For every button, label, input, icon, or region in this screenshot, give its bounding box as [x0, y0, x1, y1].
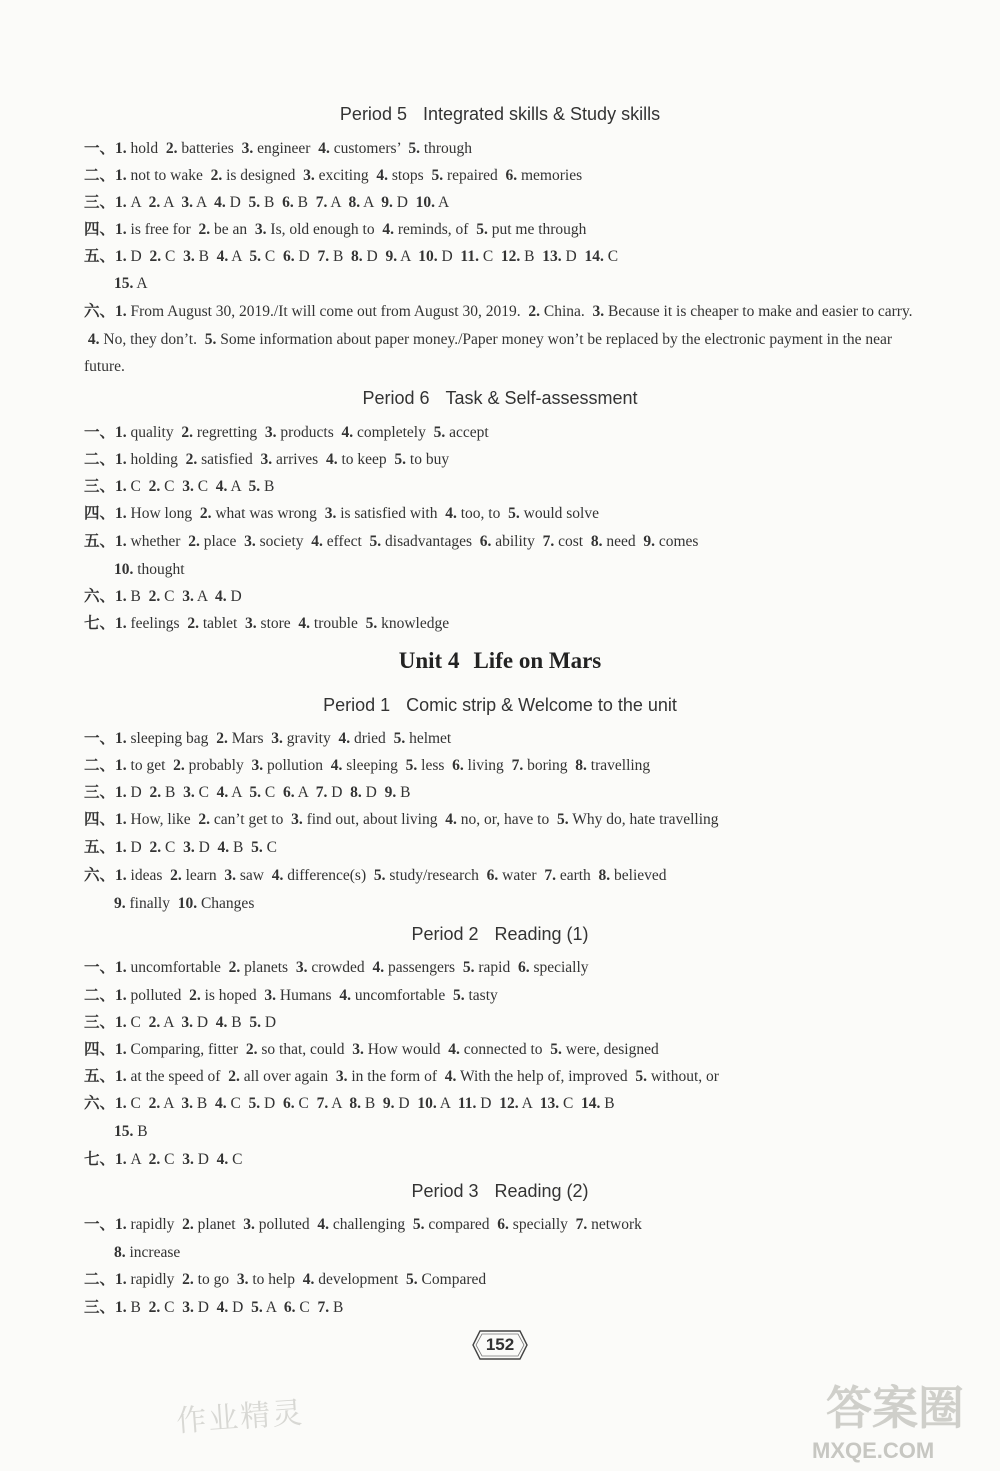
answer-line: 七、1. feelings 2. tablet 3. store 4. trouble 5. knowledge [84, 615, 450, 632]
u4p3-title: Period 3 [411, 1181, 479, 1201]
answer-line: 15. B [114, 1123, 148, 1140]
answer-line: 一、1. sleeping bag 2. Mars 3. gravity 4. dried 5. helmet [84, 730, 452, 747]
page-number-badge [472, 1329, 528, 1361]
answer-line: 六、1. C 2. A 3. B 4. C 5. D 6. C 7. A 8. B 9. D 10. A 11. D 12. A 13. C 14. B [84, 1095, 615, 1112]
answer-line: 五、1. D 2. C 3. D 4. B 5. C [84, 839, 277, 856]
answer-line: 8. increase [114, 1244, 181, 1261]
answer-line: 五、1. at the speed of 2. all over again 3. in the form of 4. With the help of, improved 5. without, or [84, 1068, 719, 1085]
answer-line: 一、1. uncomfortable 2. planets 3. crowded 4. passengers 5. rapid 6. specially [84, 959, 589, 976]
u4p3-heading [0, 1181, 1000, 1202]
answer-line: 三、1. C 2. C 3. C 4. A 5. B [84, 478, 275, 495]
answer-line: 四、1. How, like 2. can’t get to 3. find out, about living 4. no, or, have to 5. Why do, hate travelling [84, 811, 719, 828]
answer-line: 一、1. hold 2. batteries 3. engineer 4. customers’ 5. through [84, 140, 473, 157]
page-number: 152 [485, 1335, 515, 1354]
u4p1-subtitle: Comic strip & Welcome to the unit [406, 695, 677, 715]
u4p3-subtitle: Reading (2) [494, 1181, 589, 1201]
answer-line: 一、1. rapidly 2. planet 3. polluted 4. challenging 5. compared 6. specially 7. network [84, 1216, 642, 1233]
answer-line: 四、1. Comparing, fitter 2. so that, could 3. How would 4. connected to 5. were, designed [84, 1041, 659, 1058]
period6-subtitle: Task & Self-assessment [445, 388, 638, 408]
unit-number: Unit 4 [398, 648, 460, 673]
unit-name: Life on Mars [473, 648, 602, 673]
watermark-stamp: 作业精灵 [175, 1395, 306, 1440]
u4p2-heading [0, 924, 1000, 945]
period5-heading [0, 104, 1000, 125]
period6-title: Period 6 [362, 388, 430, 408]
answer-line: 二、1. rapidly 2. to go 3. to help 4. development 5. Compared [84, 1271, 487, 1288]
answer-line: 五、1. whether 2. place 3. society 4. effect 5. disadvantages 6. ability 7. cost 8. need 9. comes [84, 533, 699, 550]
u4p1-title: Period 1 [323, 695, 391, 715]
answer-circle-logo-icon [818, 1366, 978, 1446]
period5-title: Period 5 [339, 104, 407, 124]
period5-subtitle: Integrated skills & Study skills [422, 104, 661, 124]
answer-line: 二、1. to get 2. probably 3. pollution 4. sleeping 5. less 6. living 7. boring 8. travelling [84, 757, 651, 774]
answer-line: 六、1. ideas 2. learn 3. saw 4. difference(s) 5. study/research 6. water 7. earth 8. believed [84, 867, 667, 884]
svg-text:答案圈: 答案圈 [826, 1381, 964, 1435]
answer-paragraph: 六、1. From August 30, 2019./It will come out from August 30, 2019. 2. China. 3. Because it is cheaper to make and easier to carry. 4. No, they don’t. 5. Some information about paper money./Paper money won’t be replaced by the electronic payment in the near future. [84, 303, 913, 375]
answer-line: 二、1. not to wake 2. is designed 3. exciting 4. stops 5. repaired 6. memories [84, 167, 583, 184]
answer-line: 四、1. is free for 2. be an 3. Is, old enough to 4. reminds, of 5. put me through [84, 221, 587, 238]
watermark-logo [818, 1366, 978, 1446]
answer-line: 四、1. How long 2. what was wrong 3. is satisfied with 4. too, to 5. would solve [84, 505, 599, 522]
period6-heading [0, 388, 1000, 409]
answer-line: 三、1. D 2. B 3. C 4. A 5. C 6. A 7. D 8. D 9. B [84, 784, 411, 801]
answer-line: 五、1. D 2. C 3. B 4. A 5. C 6. D 7. B 8. D 9. A 10. D 11. C 12. B 13. D 14. C [84, 248, 619, 265]
watermark-site: MXQE.COM [812, 1438, 935, 1463]
answer-line: 三、1. B 2. C 3. D 4. D 5. A 6. C 7. B [84, 1299, 344, 1316]
u4p2-subtitle: Reading (1) [494, 924, 589, 944]
answer-line: 七、1. A 2. C 3. D 4. C [84, 1151, 243, 1168]
answer-line: 一、1. quality 2. regretting 3. products 4. completely 5. accept [84, 424, 489, 441]
unit-title [0, 648, 1000, 674]
answer-line: 二、1. holding 2. satisfied 3. arrives 4. to keep 5. to buy [84, 451, 450, 468]
answer-line: 10. thought [114, 561, 185, 578]
u4p2-title: Period 2 [411, 924, 479, 944]
answer-line: 15. A [114, 275, 148, 292]
answer-line: 三、1. C 2. A 3. D 4. B 5. D [84, 1014, 277, 1031]
u4p1-heading [0, 695, 1000, 716]
answer-line: 三、1. A 2. A 3. A 4. D 5. B 6. B 7. A 8. A 9. D 10. A [84, 194, 450, 211]
answer-line: 二、1. polluted 2. is hoped 3. Humans 4. uncomfortable 5. tasty [84, 987, 498, 1004]
answer-line: 9. finally 10. Changes [114, 895, 255, 912]
answer-line: 六、1. B 2. C 3. A 4. D [84, 588, 242, 605]
